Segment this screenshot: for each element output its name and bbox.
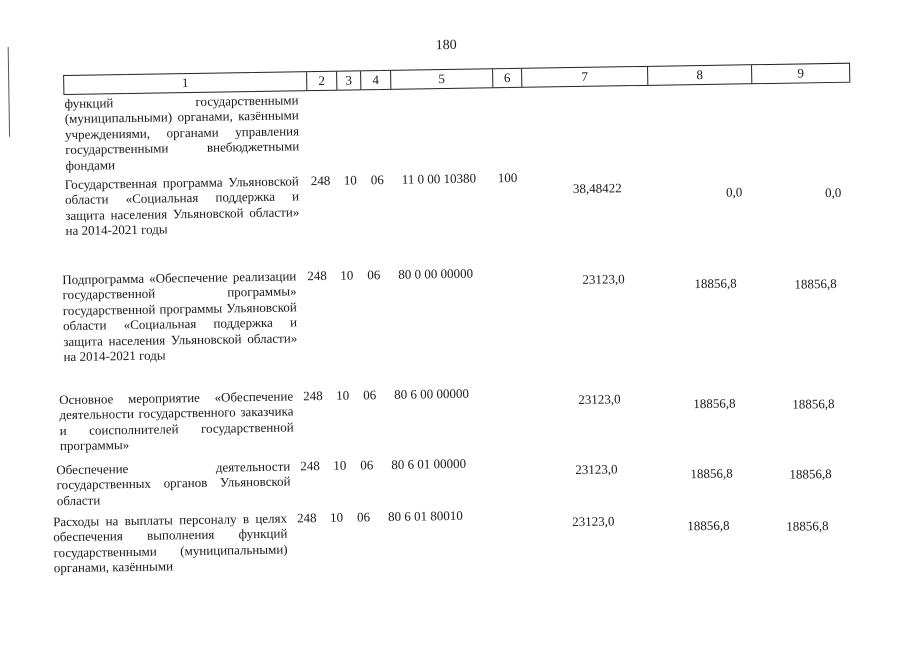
cell-target-article: 11 0 00 10380 xyxy=(401,170,477,187)
row-description: Расходы на выплаты персоналу в целях обеспечения выполнения функций государственными (муниципальными) органами, казёнными xyxy=(53,510,288,576)
cell-target-article: 80 0 00 00000 xyxy=(398,265,474,282)
cell-target-article: 80 6 01 00000 xyxy=(391,455,467,472)
cell-amount-col9: 18856,8 xyxy=(794,275,837,292)
cell-ministry: 248 xyxy=(296,510,317,526)
cell-section: 10 xyxy=(336,387,350,403)
header-col-9: 9 xyxy=(797,65,805,81)
cell-amount-col8: 18856,8 xyxy=(693,395,736,412)
cell-ministry: 248 xyxy=(300,458,320,474)
page-number: 180 xyxy=(435,37,457,54)
cell-amount-col7: 23123,0 xyxy=(575,461,618,478)
table-row xyxy=(1,379,905,454)
table-row xyxy=(0,259,904,365)
cell-subsection: 06 xyxy=(370,172,384,188)
cell-section: 10 xyxy=(333,457,347,473)
cell-amount-col9: 18856,8 xyxy=(792,395,835,412)
header-col-4: 4 xyxy=(361,71,391,89)
header-col-1: 1 xyxy=(64,72,307,94)
row-description: функций государственными (муниципальными) органами, казёнными учреждениями, органами управления государственными внебюджетными фондами xyxy=(64,92,300,173)
cell-amount-col9: 0,0 xyxy=(824,184,842,201)
header-col-5: 5 xyxy=(391,69,493,89)
cell-amount-col9: 18856,8 xyxy=(786,518,829,534)
row-description: Государственная программа Ульяновской области «Социальная поддержка и защита населения Ульяновской области» на 2014-2021 годы xyxy=(64,173,300,239)
header-col-6: 6 xyxy=(493,69,522,87)
cell-amount-col8: 0,0 xyxy=(725,184,743,200)
cell-target-article: 80 6 01 80010 xyxy=(387,507,463,524)
cell-subsection: 06 xyxy=(367,267,381,283)
cell-ministry: 248 xyxy=(303,388,323,404)
cell-amount-col8: 18856,8 xyxy=(687,517,730,534)
cell-ministry: 248 xyxy=(310,172,331,189)
header-col-3: 3 xyxy=(337,71,361,89)
cell-section: 10 xyxy=(340,267,354,283)
row-description: Подпрограмма «Обеспечение реализации государственной программы» государственной программы Ульяновской области «Социальная поддержка и защита населения Ульяновской области» на 2014-2021 годы xyxy=(62,268,298,365)
cell-amount-col9: 18856,8 xyxy=(789,466,832,482)
row-description: Основное мероприятие «Обеспечение деятельности государственного заказчика и соисполнителей государственной программы» xyxy=(59,388,294,454)
cell-expense-type: 100 xyxy=(497,169,518,186)
cell-amount-col8: 18856,8 xyxy=(694,275,737,292)
row-description: Обеспечение деятельности государственных органов Ульяновской области xyxy=(56,458,291,509)
cell-amount-col7: 38,48422 xyxy=(572,180,622,197)
header-col-7: 7 xyxy=(522,67,648,87)
cell-amount-col7: 23123,0 xyxy=(582,271,625,287)
cell-section: 10 xyxy=(329,509,344,525)
table-header xyxy=(63,63,850,95)
header-col-2: 2 xyxy=(307,72,337,90)
cell-amount-col8: 18856,8 xyxy=(690,465,733,482)
binding-margin-line xyxy=(8,47,10,137)
cell-amount-col7: 23123,0 xyxy=(578,391,621,407)
cell-section: 10 xyxy=(343,172,357,188)
cell-subsection: 06 xyxy=(360,457,374,473)
cell-ministry: 248 xyxy=(307,267,327,284)
header-col-8: 8 xyxy=(648,65,752,85)
cell-amount-col7: 23123,0 xyxy=(572,513,615,530)
cell-subsection: 06 xyxy=(356,509,371,525)
cell-target-article: 80 6 00 00000 xyxy=(394,385,470,402)
cell-subsection: 06 xyxy=(363,387,377,403)
